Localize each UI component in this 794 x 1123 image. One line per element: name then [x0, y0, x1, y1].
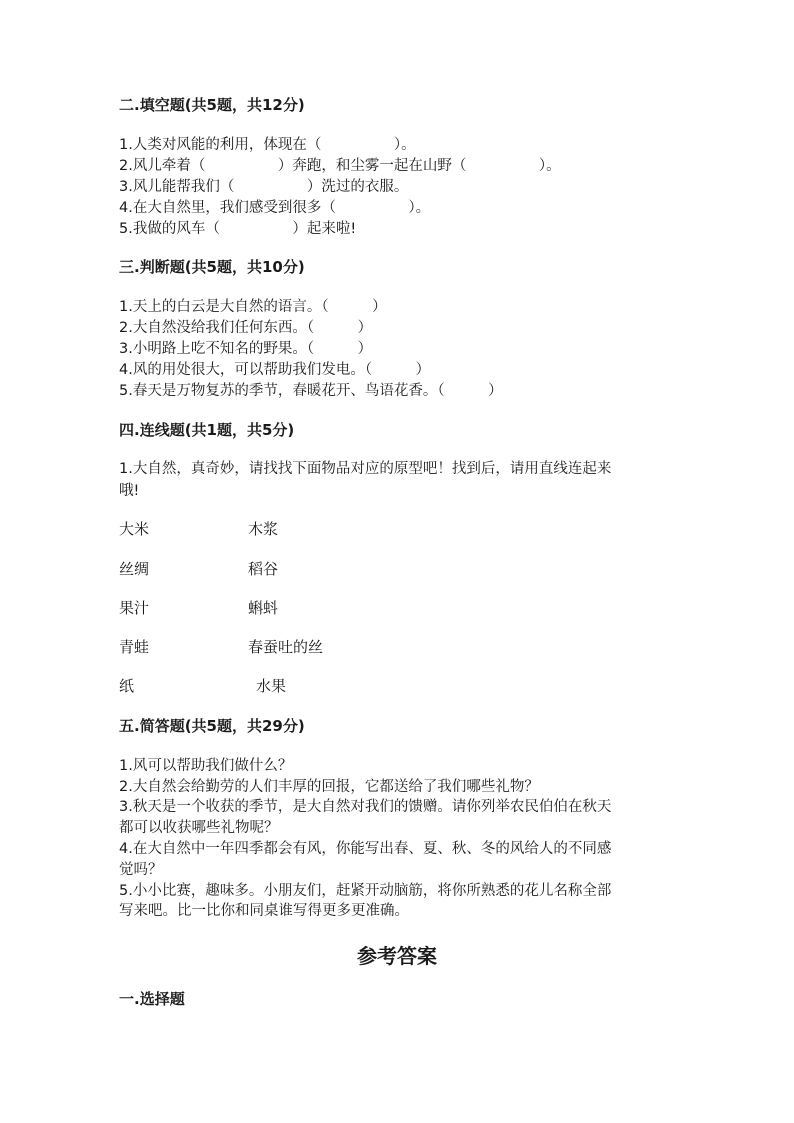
true-false-question-1: 1.天上的白云是大自然的语言。（ ）: [119, 299, 387, 315]
section-3-heading: 三.判断题(共5题，共10分): [119, 258, 305, 276]
true-false-question-4: 4.风的用处很大，可以帮助我们发电。（ ）: [119, 362, 431, 378]
fill-blank-question-4: 4.在大自然里，我们感受到很多（ ）。: [119, 200, 431, 216]
matching-right-item: 木浆: [248, 520, 279, 538]
true-false-question-5: 5.春天是万物复苏的季节，春暖花开、鸟语花香。（ ）: [119, 383, 503, 399]
matching-right-item: 春蚕吐的丝: [248, 638, 324, 656]
section-4-heading: 四.连线题(共1题，共5分): [119, 421, 295, 439]
fill-blank-question-1: 1.人类对风能的利用，体现在（ ）。: [119, 137, 416, 153]
short-answer-line: 5.小小比赛，趣味多。小朋友们，赶紧开动脑筋，将你所熟悉的花儿名称全部: [119, 883, 612, 899]
section-5-heading: 五.简答题(共5题，共29分): [119, 717, 305, 735]
fill-blank-question-5: 5.我做的风车（ ）起来啦!: [119, 221, 357, 237]
answers-title: 参考答案: [357, 944, 437, 968]
short-answer-line: 觉吗？: [119, 862, 163, 878]
short-answer-line: 2.大自然会给勤劳的人们丰厚的回报，它都送给了我们哪些礼物？: [119, 779, 539, 795]
matching-left-item: 纸: [119, 677, 135, 695]
matching-right-item: 蝌蚪: [248, 599, 279, 617]
matching-left-item: 青蛙: [119, 638, 150, 656]
matching-left-item: 丝绸: [119, 560, 150, 578]
matching-right-item: 水果: [256, 677, 287, 695]
matching-question-line-1: 1.大自然，真奇妙，请找找下面物品对应的原型吧！找到后，请用直线连起来: [119, 461, 612, 477]
matching-left-item: 大米: [119, 520, 150, 538]
section-2-heading: 二.填空题(共5题，共12分): [119, 96, 305, 114]
short-answer-line: 写来吧。比一比你和同桌谁写得更多更准确。: [119, 903, 409, 919]
matching-left-item: 果汁: [119, 599, 150, 617]
answers-section-1-heading: 一.选择题: [119, 990, 185, 1008]
matching-question-line-2: 哦!: [119, 483, 140, 499]
fill-blank-question-2: 2.风儿牵着（ ）奔跑，和尘雾一起在山野（ ）。: [119, 158, 561, 174]
short-answer-line: 1.风可以帮助我们做什么？: [119, 758, 293, 774]
short-answer-line: 都可以收获哪些礼物呢？: [119, 820, 279, 836]
true-false-question-2: 2.大自然没给我们任何东西。（ ）: [119, 320, 373, 336]
short-answer-line: 4.在大自然中一年四季都会有风，你能写出春、夏、秋、冬的风给人的不同感: [119, 841, 612, 857]
true-false-question-3: 3.小明路上吃不知名的野果。（ ）: [119, 341, 373, 357]
fill-blank-question-3: 3.风儿能帮我们（ ）洗过的衣服。: [119, 179, 409, 195]
short-answer-line: 3.秋天是一个收获的季节，是大自然对我们的馈赠。请你列举农民伯伯在秋天: [119, 799, 612, 815]
matching-right-item: 稻谷: [248, 560, 279, 578]
